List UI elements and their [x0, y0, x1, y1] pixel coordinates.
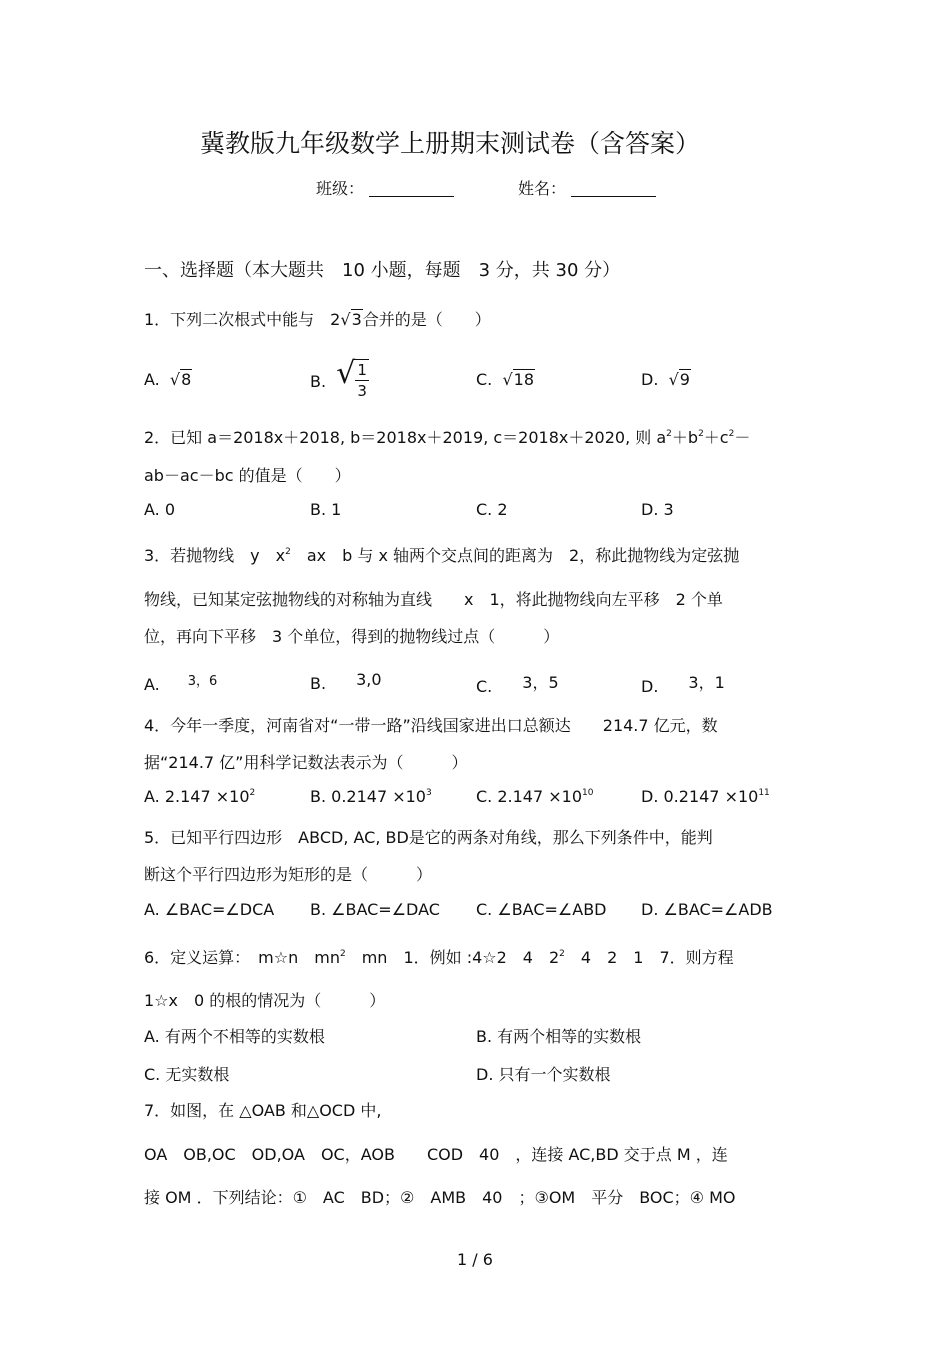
q1-option-d	[641, 369, 691, 389]
question-7-line1: 7．如图，在 △OAB 和△OCD 中,	[144, 1101, 382, 1120]
question-3-line1	[144, 543, 739, 566]
option-text: C. 2.147 ×10	[476, 787, 582, 806]
q6-text: mn 1．例如 :4☆2 4 2	[345, 948, 560, 967]
page-number: 1 / 6	[457, 1250, 493, 1269]
fraction-1-3	[355, 359, 369, 401]
class-label: 班级：	[316, 179, 365, 198]
q1-option-c	[476, 369, 535, 389]
exponent: 2	[728, 429, 735, 439]
exponent: 3	[425, 788, 432, 798]
q1-option-a	[144, 369, 192, 389]
q2-text: ＋c	[703, 428, 729, 447]
option-text: A. 2.147 ×10	[144, 787, 250, 806]
name-blank	[571, 180, 656, 197]
option-label: C.	[476, 370, 493, 389]
option-value: 3，5	[522, 673, 559, 692]
exponent: 2	[249, 788, 256, 798]
q2-text: 2．已知 a＝2018x＋2018, b＝2018x＋2019, c＝2018x＋2020, 则 a	[144, 428, 667, 447]
class-field	[316, 176, 454, 199]
q6-option-a: A. 有两个不相等的实数根	[144, 1027, 325, 1046]
q6-option-d: D. 只有一个实数根	[476, 1065, 611, 1084]
option-value: 3，6	[187, 674, 218, 689]
option-label: B.	[310, 674, 327, 693]
radicand: 9	[679, 370, 690, 389]
q6-text: 4 2 1 7．则方程	[564, 948, 734, 967]
name-label: 姓名：	[518, 179, 567, 198]
exponent: 2	[285, 547, 291, 557]
question-3-line2: 物线，已知某定弦抛物线的对称轴为直线 x 1，将此抛物线向左平移 2 个单	[144, 590, 723, 609]
q5-option-d: D. ∠BAC=∠ADB	[641, 900, 773, 919]
q3-option-b	[310, 670, 382, 693]
question-7-line3: 接 OM ．下列结论：① AC BD；② AMB 40 ；③OM 平分 BOC；④ MO	[144, 1188, 736, 1207]
question-3-line3: 位，再向下平移 3 个单位，得到的抛物线过点（ ）	[144, 627, 560, 646]
question-5-line2: 断这个平行四边形为矩形的是（ ）	[144, 865, 433, 884]
option-value: 3,0	[356, 670, 382, 689]
q2-text: ＋b	[671, 428, 699, 447]
option-text: D. 0.2147 ×10	[641, 787, 759, 806]
question-1-stem	[144, 307, 491, 330]
exponent: 2	[339, 949, 346, 959]
numerator: 1	[357, 361, 367, 379]
q2-option-d: D. 3	[641, 500, 674, 519]
q1-stem-end: 合并的是（ ）	[362, 310, 491, 329]
sqrt-8: √ 8	[169, 370, 192, 389]
sqrt-3: √ 3	[340, 310, 362, 329]
question-2-line1	[144, 425, 750, 448]
q6-text: 6．定义运算： m☆n mn	[144, 948, 340, 967]
exponent: 10	[582, 788, 594, 798]
q4-option-a	[144, 787, 255, 806]
question-4-line1: 4．今年一季度，河南省对“一带一路”沿线国家进出口总额达 214.7 亿元，数	[144, 716, 718, 735]
exponent: 2	[698, 429, 704, 439]
question-2-line2: ab－ac－bc 的值是（ ）	[144, 466, 351, 485]
option-label: A.	[144, 675, 160, 694]
question-7-line2: OA OB,OC OD,OA OC，AOB COD 40 ，连接 AC,BD 交于点 M ，连	[144, 1145, 728, 1164]
q2-option-a: A. 0	[144, 500, 176, 519]
q3-text: 3．若抛物线 y x	[144, 546, 286, 565]
exponent: 11	[758, 788, 770, 798]
q4-option-b	[310, 787, 432, 806]
option-label: A.	[144, 370, 160, 389]
radicand: 3	[351, 310, 362, 329]
q3-text: ax b 与 x 轴两个交点间的距离为 2，称此抛物线为定弦抛	[290, 546, 740, 565]
q1-stem-text: 1．下列二次根式中能与 2	[144, 310, 341, 329]
option-value: 3，1	[688, 673, 725, 692]
question-4-line2: 据“214.7 亿”用科学记数法表示为（ ）	[144, 753, 468, 772]
q5-option-c: C. ∠BAC=∠ABD	[476, 900, 607, 919]
q5-option-b: B. ∠BAC=∠DAC	[310, 900, 440, 919]
q4-option-d	[641, 787, 770, 806]
exponent: 2	[559, 949, 565, 959]
q6-option-c: C. 无实数根	[144, 1065, 230, 1084]
exponent: 2	[666, 429, 672, 439]
option-label: D.	[641, 370, 659, 389]
option-label: C.	[476, 677, 493, 696]
q3-option-c	[476, 670, 559, 696]
q2-text: －	[734, 428, 751, 447]
name-field	[518, 176, 656, 199]
sqrt-18: √ 18	[502, 370, 534, 389]
question-6-line2: 1☆x 0 的根的情况为（ ）	[144, 991, 386, 1010]
question-6-line1	[144, 945, 734, 968]
radicand: 18	[513, 370, 534, 389]
option-label: D.	[641, 677, 659, 696]
q5-option-a: A. ∠BAC=∠DCA	[144, 900, 275, 919]
q3-option-a	[144, 670, 217, 694]
question-5-line1: 5．已知平行四边形 ABCD, AC, BD是它的两条对角线，那么下列条件中，能判	[144, 828, 713, 847]
q2-option-c: C. 2	[476, 500, 508, 519]
option-text: B. 0.2147 ×10	[310, 787, 426, 806]
q3-option-d	[641, 670, 725, 696]
q4-option-c	[476, 787, 593, 806]
section-heading: 一、选择题（本大题共 10 小题，每题 3 分，共 30 分）	[144, 260, 621, 281]
sqrt-symbol: √	[336, 356, 356, 391]
q6-option-b: B. 有两个相等的实数根	[476, 1027, 642, 1046]
option-label: B.	[310, 372, 327, 391]
q1-option-b	[310, 356, 369, 401]
q2-option-b: B. 1	[310, 500, 342, 519]
radicand: 8	[181, 370, 192, 389]
document-title: 冀教版九年级数学上册期末测试卷（含答案）	[199, 129, 700, 158]
sqrt-9: √ 9	[668, 370, 690, 389]
class-blank	[369, 180, 454, 197]
denominator: 3	[357, 382, 367, 400]
